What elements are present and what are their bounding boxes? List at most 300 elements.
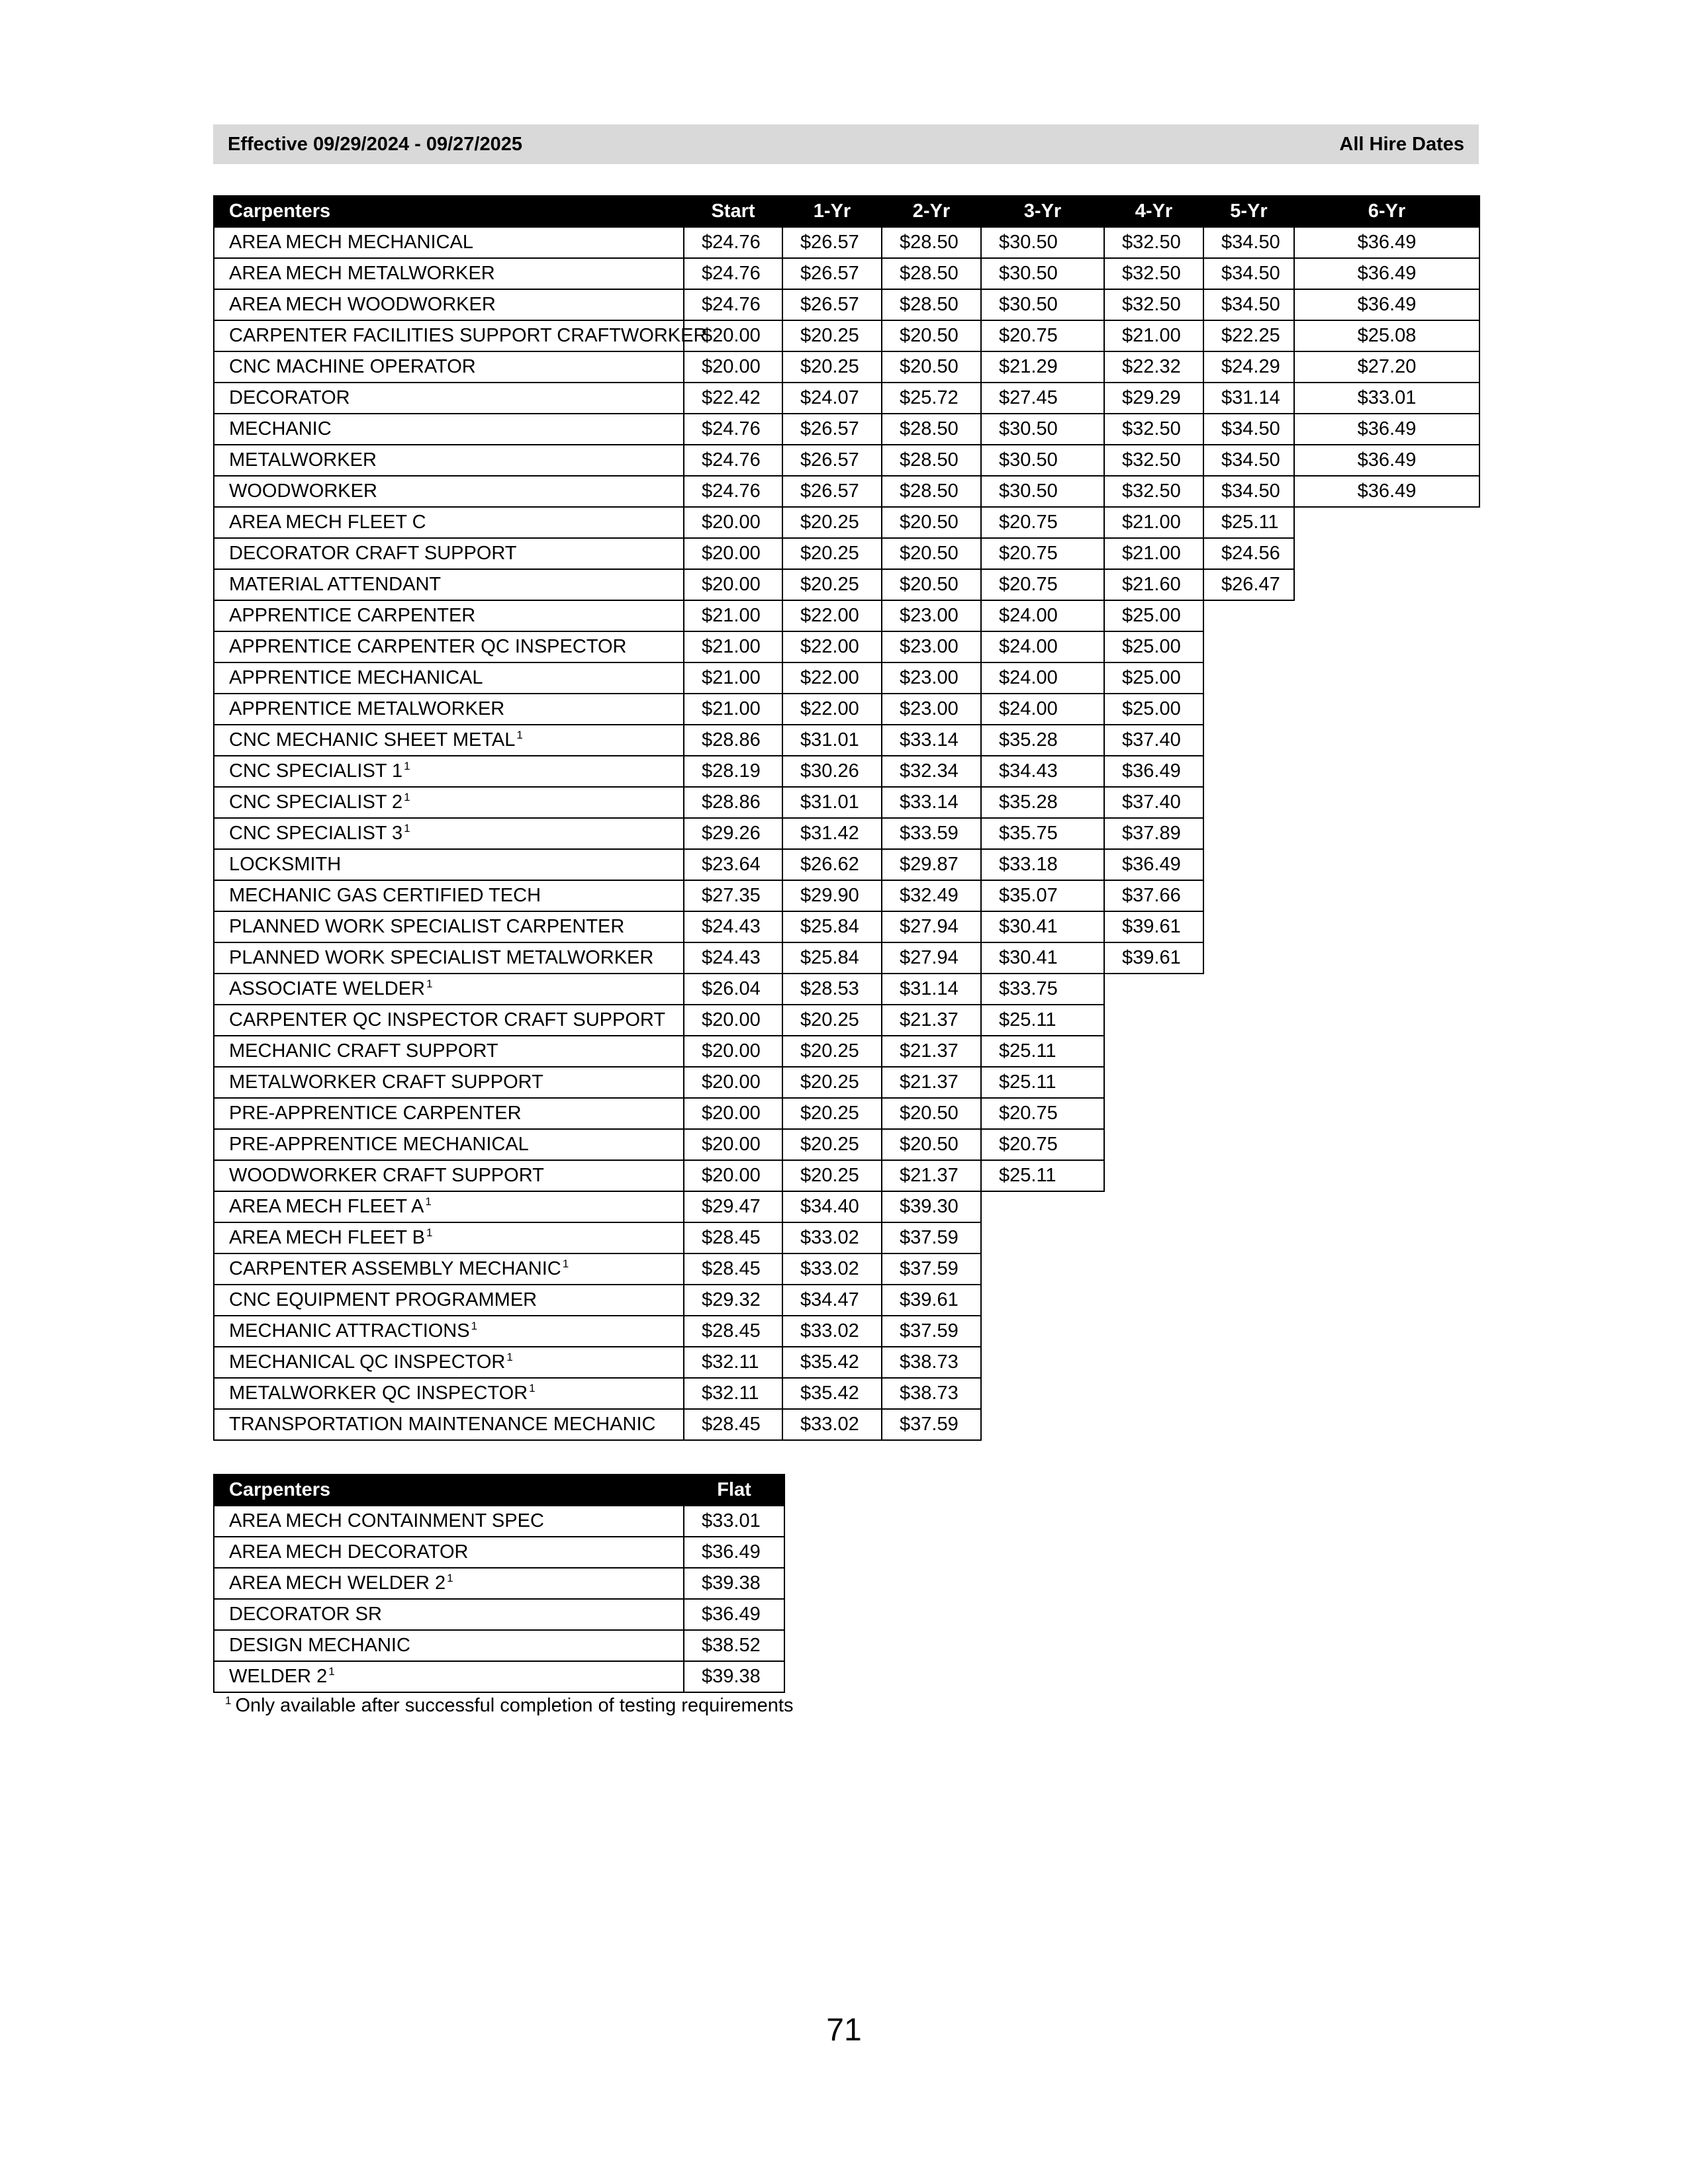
job-title: CARPENTER QC INSPECTOR CRAFT SUPPORT [229,1009,666,1030]
wage-cell: $25.11 [981,1160,1104,1191]
wage-cell: $33.02 [782,1222,882,1253]
empty-cell [1203,1129,1294,1160]
job-title: CNC EQUIPMENT PROGRAMMER [229,1289,538,1310]
job-title: APPRENTICE MECHANICAL [229,667,483,688]
wage-cell: $30.41 [981,942,1104,974]
table-row [214,1160,1479,1191]
wage-cell: $24.00 [981,600,1104,631]
table-row [214,258,1479,289]
wage-cell: $39.38 [684,1568,784,1599]
wage-cell: $20.25 [782,569,882,600]
empty-cell [1104,1222,1203,1253]
empty-cell [1104,1067,1203,1098]
job-title: MECHANIC ATTRACTIONS [229,1320,470,1342]
job-title-cell [214,1253,684,1285]
wage-cell: $28.45 [684,1253,782,1285]
job-title: CNC MECHANIC SHEET METAL [229,729,516,751]
footnote-reference: 1 [426,978,433,990]
empty-cell [1294,1191,1479,1222]
wage-cell: $21.29 [981,351,1104,383]
empty-cell [1203,631,1294,662]
empty-cell [1104,1285,1203,1316]
job-title-cell [214,1036,684,1067]
wage-cell: $36.49 [1104,849,1203,880]
wage-cell: $32.50 [1104,289,1203,320]
wage-cell: $29.87 [882,849,981,880]
job-title-cell [214,849,684,880]
wage-cell: $20.25 [782,1036,882,1067]
hire-dates-label: All Hire Dates [1339,133,1464,155]
wage-cell: $34.50 [1203,476,1294,507]
wage-cell: $25.00 [1104,662,1203,694]
table-row [214,1537,784,1568]
wage-cell: $23.00 [882,662,981,694]
empty-cell [1203,662,1294,694]
empty-cell [1294,849,1479,880]
page-number: 71 [826,2013,862,2048]
job-title-cell [214,1098,684,1129]
empty-cell [1294,756,1479,787]
wage-cell: $26.57 [782,258,882,289]
empty-cell [1294,662,1479,694]
wage-cell: $38.52 [684,1630,784,1661]
empty-cell [1294,631,1479,662]
wage-cell: $28.50 [882,445,981,476]
empty-cell [1203,1036,1294,1067]
wage-cell: $25.11 [981,1036,1104,1067]
job-title: MECHANICAL QC INSPECTOR [229,1351,506,1373]
wage-cell: $36.49 [684,1537,784,1568]
effective-date-header [213,124,1479,164]
wage-cell: $37.66 [1104,880,1203,911]
empty-cell [1294,1036,1479,1067]
empty-cell [1104,1253,1203,1285]
empty-cell [981,1347,1104,1378]
footnote-reference: 1 [404,791,410,803]
wage-cell: $26.57 [782,476,882,507]
empty-cell [1294,911,1479,942]
job-title: TRANSPORTATION MAINTENANCE MECHANIC [229,1414,656,1435]
wage-cell: $34.50 [1203,414,1294,445]
wage-cell: $35.28 [981,725,1104,756]
job-title: DECORATOR SR [229,1604,382,1625]
wage-cell: $32.50 [1104,227,1203,258]
wage-cell: $39.61 [1104,911,1203,942]
wage-cell: $20.25 [782,1098,882,1129]
wage-cell: $28.50 [882,476,981,507]
empty-cell [1203,1191,1294,1222]
wage-progression-table [213,195,1480,1441]
table-row [214,694,1479,725]
empty-cell [1203,1285,1294,1316]
job-title: APPRENTICE CARPENTER [229,605,476,626]
wage-cell: $21.37 [882,1160,981,1191]
table-row [214,974,1479,1005]
wage-cell: $24.56 [1203,538,1294,569]
column-header-4-yr: 4-Yr [1104,196,1203,227]
wage-cell: $29.32 [684,1285,782,1316]
wage-cell: $33.01 [684,1506,784,1537]
wage-cell: $20.00 [684,538,782,569]
wage-cell: $37.59 [882,1316,981,1347]
wage-cell: $32.50 [1104,476,1203,507]
empty-cell [1203,1222,1294,1253]
table-row [214,538,1479,569]
wage-cell: $26.62 [782,849,882,880]
wage-cell: $20.00 [684,1160,782,1191]
wage-cell: $33.75 [981,974,1104,1005]
empty-cell [1294,1098,1479,1129]
wage-cell: $20.75 [981,538,1104,569]
wage-cell: $23.64 [684,849,782,880]
job-title: DECORATOR [229,387,350,408]
wage-cell: $25.84 [782,942,882,974]
job-title-cell [214,1129,684,1160]
wage-cell: $35.75 [981,818,1104,849]
wage-cell: $23.00 [882,631,981,662]
wage-cell: $38.73 [882,1378,981,1409]
job-title: WOODWORKER [229,480,377,502]
job-title-cell [214,289,684,320]
table-row [214,1005,1479,1036]
column-header-job-title: Carpenters [214,196,684,227]
table-row [214,351,1479,383]
wage-cell: $25.11 [1203,507,1294,538]
wage-cell: $20.25 [782,538,882,569]
wage-cell: $20.25 [782,320,882,351]
job-title: AREA MECH METALWORKER [229,263,495,284]
table-row [214,880,1479,911]
table-row [214,1506,784,1537]
wage-cell: $39.61 [1104,942,1203,974]
wage-cell: $21.00 [684,631,782,662]
empty-cell [1294,1316,1479,1347]
wage-cell: $23.00 [882,694,981,725]
job-title-cell [214,1661,684,1692]
job-title-cell [214,1599,684,1630]
wage-cell: $32.50 [1104,414,1203,445]
job-title-cell [214,1005,684,1036]
wage-cell: $39.38 [684,1661,784,1692]
footnote-reference: 1 [529,1382,536,1394]
job-title: CNC SPECIALIST 3 [229,823,403,844]
footnote-reference: 1 [447,1572,453,1584]
job-title: METALWORKER [229,449,377,471]
wage-cell: $34.47 [782,1285,882,1316]
wage-cell: $31.01 [782,787,882,818]
job-title-cell [214,1378,684,1409]
job-title: APPRENTICE METALWORKER [229,698,505,719]
job-title: LOCKSMITH [229,854,342,875]
table-row [214,600,1479,631]
wage-cell: $28.86 [684,787,782,818]
empty-cell [1203,1316,1294,1347]
wage-cell: $20.25 [782,351,882,383]
table-row [214,1222,1479,1253]
wage-cell: $32.11 [684,1378,782,1409]
wage-cell: $20.25 [782,1129,882,1160]
job-title-cell [214,538,684,569]
wage-cell: $20.00 [684,1129,782,1160]
table-row [214,1067,1479,1098]
empty-cell [1203,756,1294,787]
wage-cell: $33.02 [782,1253,882,1285]
job-title: AREA MECH DECORATOR [229,1541,469,1563]
wage-cell: $30.50 [981,414,1104,445]
wage-cell: $21.00 [1104,538,1203,569]
empty-cell [1203,600,1294,631]
wage-cell: $30.50 [981,227,1104,258]
wage-cell: $29.26 [684,818,782,849]
wage-cell: $22.25 [1203,320,1294,351]
job-title: CARPENTER ASSEMBLY MECHANIC [229,1258,561,1279]
empty-cell [1294,1253,1479,1285]
wage-cell: $24.76 [684,289,782,320]
job-title-cell [214,1191,684,1222]
wage-cell: $28.50 [882,289,981,320]
footnote-text: Only available after successful completion of testing requirements [235,1695,794,1716]
job-title-cell [214,1285,684,1316]
wage-cell: $29.47 [684,1191,782,1222]
wage-cell: $22.00 [782,662,882,694]
empty-cell [1104,1378,1203,1409]
job-title-cell [214,1568,684,1599]
wage-cell: $24.43 [684,942,782,974]
wage-cell: $23.00 [882,600,981,631]
wage-cell: $34.40 [782,1191,882,1222]
wage-cell: $34.50 [1203,445,1294,476]
table-row [214,1378,1479,1409]
table-row [214,569,1479,600]
effective-date-range: Effective 09/29/2024 - 09/27/2025 [228,133,522,155]
job-title: MECHANIC CRAFT SUPPORT [229,1040,498,1062]
wage-cell: $20.75 [981,507,1104,538]
empty-cell [1104,1191,1203,1222]
job-title-cell [214,818,684,849]
job-title: CARPENTER FACILITIES SUPPORT CRAFTWORKER [229,325,708,346]
wage-cell: $35.07 [981,880,1104,911]
wage-cell: $36.49 [1104,756,1203,787]
empty-cell [1294,1160,1479,1191]
job-title-cell [214,694,684,725]
wage-cell: $20.00 [684,1098,782,1129]
wage-cell: $36.49 [1294,227,1479,258]
job-title-cell [214,1347,684,1378]
wage-cell: $22.00 [782,694,882,725]
job-title: PRE-APPRENTICE CARPENTER [229,1103,522,1124]
wage-cell: $30.50 [981,476,1104,507]
empty-cell [1203,911,1294,942]
wage-cell: $25.00 [1104,600,1203,631]
wage-cell: $20.00 [684,1067,782,1098]
wage-cell: $36.49 [1294,414,1479,445]
wage-cell: $30.26 [782,756,882,787]
column-header-6-yr: 6-Yr [1294,196,1479,227]
wage-cell: $32.34 [882,756,981,787]
wage-cell: $24.00 [981,631,1104,662]
job-title: AREA MECH FLEET B [229,1227,425,1248]
wage-cell: $31.14 [882,974,981,1005]
wage-cell: $25.00 [1104,694,1203,725]
empty-cell [1294,942,1479,974]
wage-cell: $21.00 [684,662,782,694]
footnote-mark: 1 [225,1694,232,1707]
wage-cell: $26.47 [1203,569,1294,600]
job-title: CNC SPECIALIST 1 [229,760,403,782]
wage-cell: $37.59 [882,1409,981,1440]
table-row [214,942,1479,974]
column-header-start: Start [684,196,782,227]
wage-cell: $28.19 [684,756,782,787]
wage-cell: $31.01 [782,725,882,756]
wage-cell: $25.00 [1104,631,1203,662]
wage-cell: $30.50 [981,289,1104,320]
wage-cell: $24.76 [684,227,782,258]
wage-cell: $20.25 [782,507,882,538]
wage-cell: $20.50 [882,1129,981,1160]
empty-cell [1104,1347,1203,1378]
wage-cell: $20.75 [981,1129,1104,1160]
wage-cell: $22.00 [782,600,882,631]
job-title: PLANNED WORK SPECIALIST CARPENTER [229,916,625,937]
job-title: CNC SPECIALIST 2 [229,792,403,813]
wage-cell: $36.49 [1294,258,1479,289]
wage-cell: $34.50 [1203,289,1294,320]
wage-cell: $20.00 [684,507,782,538]
table-row [214,662,1479,694]
wage-cell: $21.00 [1104,507,1203,538]
job-title-cell [214,942,684,974]
wage-cell: $20.50 [882,1098,981,1129]
empty-cell [1294,725,1479,756]
wage-cell: $27.94 [882,911,981,942]
wage-cell: $25.11 [981,1067,1104,1098]
wage-cell: $21.00 [684,694,782,725]
wage-cell: $26.04 [684,974,782,1005]
empty-cell [1203,1098,1294,1129]
wage-cell: $33.14 [882,787,981,818]
job-title: AREA MECH WELDER 2 [229,1572,446,1594]
empty-cell [1104,974,1203,1005]
wage-cell: $24.43 [684,911,782,942]
footnote-reference: 1 [328,1665,335,1678]
job-title: MECHANIC [229,418,332,439]
table-row [214,1347,1479,1378]
empty-cell [1203,1160,1294,1191]
wage-cell: $27.35 [684,880,782,911]
job-title-cell [214,1537,684,1568]
job-title-cell [214,631,684,662]
wage-cell: $27.45 [981,383,1104,414]
wage-cell: $34.50 [1203,227,1294,258]
wage-cell: $26.57 [782,289,882,320]
wage-cell: $38.73 [882,1347,981,1378]
table-row [214,507,1479,538]
wage-cell: $33.02 [782,1316,882,1347]
table-row [214,1599,784,1630]
job-title-cell [214,725,684,756]
column-header-5-yr: 5-Yr [1203,196,1294,227]
wage-cell: $31.14 [1203,383,1294,414]
empty-cell [981,1316,1104,1347]
wage-cell: $28.53 [782,974,882,1005]
table-row [214,631,1479,662]
table-row [214,787,1479,818]
wage-cell: $25.72 [882,383,981,414]
wage-cell: $35.28 [981,787,1104,818]
wage-cell: $28.45 [684,1409,782,1440]
wage-cell: $26.57 [782,445,882,476]
table-row [214,1316,1479,1347]
job-title-cell [214,1506,684,1537]
empty-cell [1203,1253,1294,1285]
job-title-cell [214,445,684,476]
job-title: AREA MECH FLEET C [229,512,426,533]
wage-cell: $20.50 [882,538,981,569]
empty-cell [1203,1067,1294,1098]
empty-cell [1294,787,1479,818]
empty-cell [1203,694,1294,725]
table-row [214,1285,1479,1316]
wage-cell: $21.60 [1104,569,1203,600]
job-title: WELDER 2 [229,1666,328,1687]
wage-cell: $27.94 [882,942,981,974]
empty-cell [981,1409,1104,1440]
wage-cell: $24.29 [1203,351,1294,383]
job-title: MATERIAL ATTENDANT [229,574,442,595]
wage-cell: $37.59 [882,1222,981,1253]
empty-cell [1104,1129,1203,1160]
wage-cell: $24.76 [684,445,782,476]
empty-cell [1294,1285,1479,1316]
footnote-reference: 1 [506,1351,513,1363]
job-title: AREA MECH WOODWORKER [229,294,496,315]
wage-cell: $21.37 [882,1036,981,1067]
empty-cell [1294,600,1479,631]
empty-cell [1203,942,1294,974]
empty-cell [1203,1005,1294,1036]
wage-cell: $24.00 [981,662,1104,694]
wage-cell: $37.40 [1104,787,1203,818]
empty-cell [1294,1129,1479,1160]
job-title-cell [214,756,684,787]
wage-cell: $22.00 [782,631,882,662]
wage-cell: $37.59 [882,1253,981,1285]
wage-cell: $21.37 [882,1005,981,1036]
job-title: METALWORKER CRAFT SUPPORT [229,1071,543,1093]
wage-cell: $35.42 [782,1347,882,1378]
column-header-job-title: Carpenters [214,1475,684,1506]
wage-cell: $35.42 [782,1378,882,1409]
empty-cell [1294,569,1479,600]
job-title-cell [214,1067,684,1098]
table-header-row [214,196,1479,227]
job-title-cell [214,1316,684,1347]
wage-cell: $39.30 [882,1191,981,1222]
empty-cell [1104,1005,1203,1036]
wage-cell: $29.29 [1104,383,1203,414]
column-header-3-yr: 3-Yr [981,196,1104,227]
wage-cell: $32.50 [1104,445,1203,476]
table-row [214,1630,784,1661]
empty-cell [1294,818,1479,849]
empty-cell [981,1378,1104,1409]
job-title-cell [214,787,684,818]
job-title: ASSOCIATE WELDER [229,978,425,999]
job-title-cell [214,600,684,631]
empty-cell [1104,1036,1203,1067]
wage-cell: $28.50 [882,227,981,258]
